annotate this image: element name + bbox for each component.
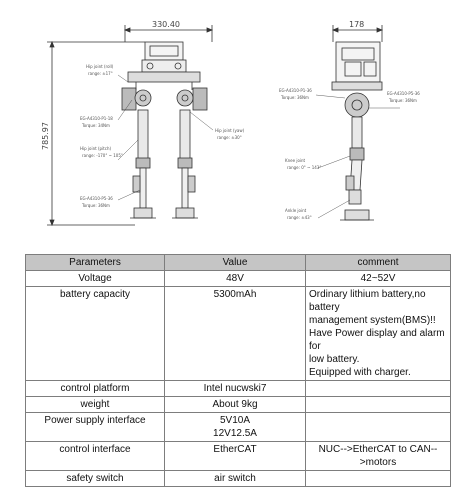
header-value: Value: [165, 255, 306, 271]
value-line: 5V10A: [219, 415, 251, 426]
table-header-row: [26, 255, 451, 271]
value-line: EtherCAT: [213, 444, 257, 455]
annotation-front-motor-1-torque: Torque: 34Nm: [82, 123, 110, 128]
comment-cell: [306, 381, 451, 397]
front-annotations: [80, 64, 245, 208]
table-row: [26, 471, 451, 487]
annotation-knee-range: range: 0° ~ 143°: [287, 165, 322, 170]
table-row: [26, 413, 451, 442]
value-cell: [165, 381, 306, 397]
comment-line: NUC-->EtherCAT to CAN-->motors: [318, 444, 438, 468]
value-line: air switch: [214, 473, 256, 484]
spec-table: [25, 254, 451, 487]
table-row: [26, 271, 451, 287]
header-comment: comment: [306, 255, 451, 271]
value-cell: [165, 413, 306, 442]
annotation-knee: Knee joint: [285, 158, 306, 163]
comment-line: Have Power display and alarm for: [309, 328, 445, 352]
param-cell: safety switch: [26, 471, 165, 487]
annotation-hip-yaw-range: range: ±30°: [217, 135, 242, 140]
annotation-hip-roll: Hip joint (roll): [86, 64, 114, 69]
comment-line: Ordinary lithium battery,no battery: [309, 289, 426, 313]
value-line: Intel nucwski7: [203, 383, 267, 394]
annotation-hip-pitch: Hip joint (pitch): [80, 146, 112, 151]
comment-cell: [306, 471, 451, 487]
comment-line: Equipped with charger.: [309, 367, 411, 378]
comment-cell: [306, 413, 451, 442]
front-view: [47, 25, 213, 225]
value-cell: [165, 287, 306, 381]
value-cell: [165, 271, 306, 287]
annotation-side-motor-2-torque: Torque: 36Nm: [389, 98, 417, 103]
param-cell: control interface: [26, 442, 165, 471]
annotation-ankle: Ankle joint: [285, 208, 307, 213]
value-line: 12V12.5A: [213, 428, 257, 439]
side-view: [316, 25, 400, 220]
annotation-hip-roll-range: range: ±17°: [88, 71, 113, 76]
annotation-side-motor-1-torque: Torque: 36Nm: [281, 95, 309, 100]
param-cell: control platform: [26, 381, 165, 397]
value-cell: [165, 442, 306, 471]
annotation-side-motor-1: EG-A4310-P1-36: [279, 88, 312, 93]
comment-line: 42~52V: [360, 273, 396, 284]
annotation-front-motor-1: EG-A4310-P1-18: [80, 116, 113, 121]
param-cell: weight: [26, 397, 165, 413]
value-cell: [165, 471, 306, 487]
value-cell: [165, 397, 306, 413]
front-height-dim-label: 785.97: [41, 122, 50, 150]
annotation-front-motor-2: EG-A4310-P5-36: [80, 196, 113, 201]
table-row: [26, 381, 451, 397]
table-row: [26, 287, 451, 381]
annotation-ankle-range: range: ±43°: [287, 215, 312, 220]
comment-cell: [306, 271, 451, 287]
front-width-dim-label: 330.40: [152, 20, 180, 29]
table-row: [26, 397, 451, 413]
comment-cell: [306, 397, 451, 413]
value-line: About 9kg: [212, 399, 258, 410]
param-cell: Voltage: [26, 271, 165, 287]
annotation-side-motor-2: EG-A4310-P5-36: [387, 91, 420, 96]
param-cell: Power supply interface: [26, 413, 165, 442]
annotation-hip-yaw: Hip joint (yaw): [215, 128, 245, 133]
value-line: 48V: [226, 273, 244, 284]
comment-cell: [306, 287, 451, 381]
side-width-dim-label: 178: [349, 20, 365, 29]
value-line: 5300mAh: [213, 289, 257, 300]
annotation-hip-pitch-range: range: -170° ~ 105°: [82, 153, 123, 158]
comment-line: management system(BMS)!!: [309, 315, 436, 326]
comment-cell: [306, 442, 451, 471]
param-cell: battery capacity: [26, 287, 165, 381]
table-row: [26, 442, 451, 471]
annotation-front-motor-2-torque: Torque: 36Nm: [82, 203, 110, 208]
header-parameters: Parameters: [26, 255, 165, 271]
comment-line: low battery.: [309, 354, 360, 365]
